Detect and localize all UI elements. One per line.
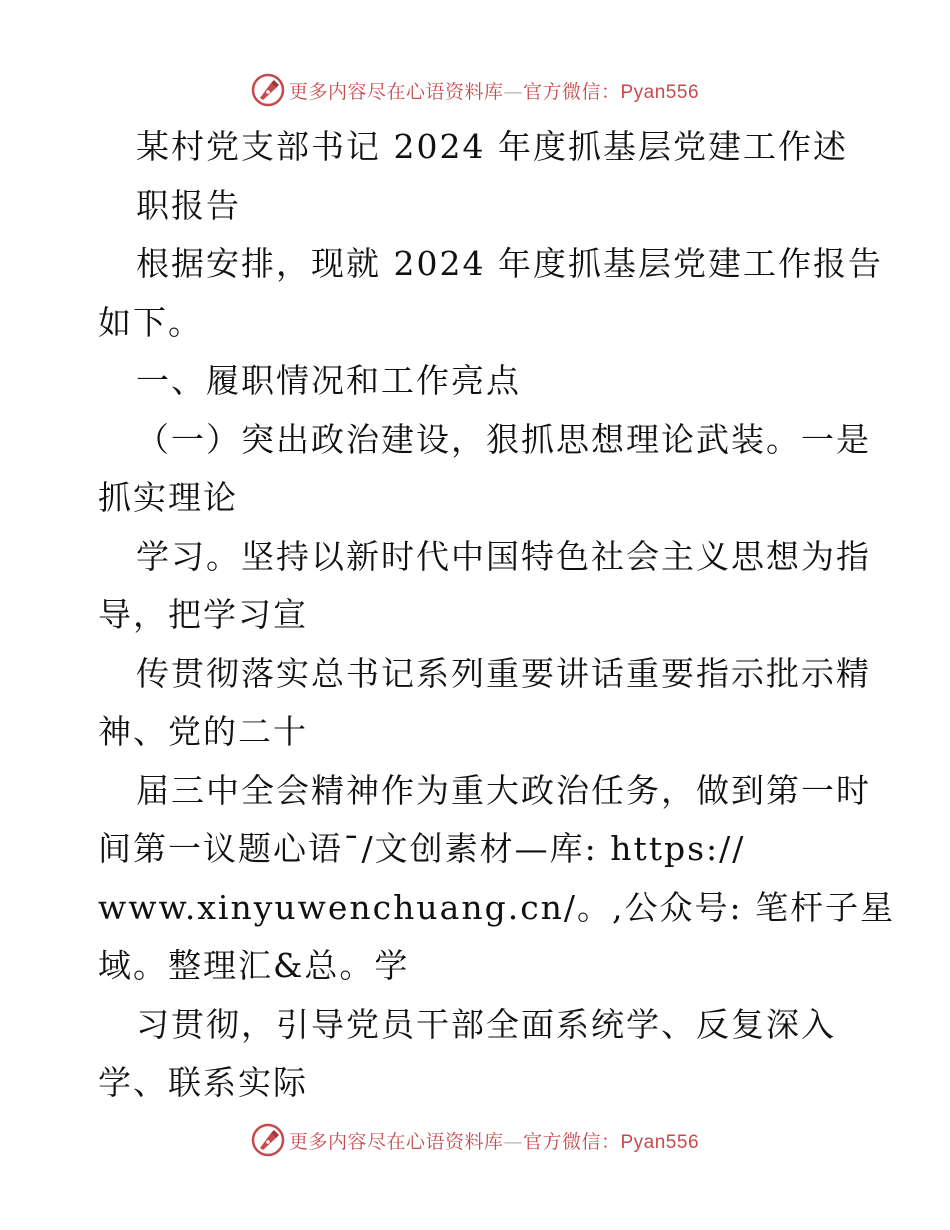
- pen-nib-logo-icon: [251, 73, 285, 107]
- paragraph-line: 习贯彻，引导党员干部全面系统学、反复深入: [136, 1004, 836, 1044]
- document-body: [98, 118, 896, 1113]
- pen-nib-logo-icon: [251, 1123, 285, 1157]
- paragraph-line: 域。整理汇&总。学: [98, 946, 410, 985]
- section-heading: 一、履职情况和工作亮点: [136, 361, 521, 400]
- watermark-text: 更多内容尽在心语资料库—官方微信：Pyan556: [288, 80, 700, 103]
- paragraph-line: www.xinyuwenchuang.cn/。,公众号: 笔杆子星: [98, 887, 896, 927]
- paragraph-line: 如下。: [98, 302, 203, 342]
- paragraph-line: 传贯彻落实总书记系列重要讲话重要指示批示精: [136, 653, 871, 693]
- subsection-heading: （一）突出政治建设，狠抓思想理论武装。一是: [136, 419, 871, 459]
- title-line-1: 某村党支部书记 2024 年度抓基层党建工作述: [136, 127, 848, 166]
- paragraph-line: 学、联系实际: [98, 1063, 308, 1102]
- header-watermark: [0, 70, 950, 110]
- paragraph-line: 抓实理论: [98, 478, 238, 517]
- watermark-text: 更多内容尽在心语资料库—官方微信：Pyan556: [288, 1130, 700, 1153]
- paragraph-line: 间第一议题心语¯/文创素材—库: https://: [98, 829, 746, 868]
- paragraph-line: 学习。坚持以新时代中国特色社会主义思想为指: [136, 536, 871, 576]
- title-line-2: 职报告: [136, 185, 241, 225]
- footer-watermark: [0, 1120, 950, 1160]
- paragraph-line: 神、党的二十: [98, 712, 308, 751]
- paragraph-line: 根据安排，现就 2024 年度抓基层党建工作报告: [136, 244, 883, 283]
- paragraph-line: 届三中全会精神作为重大政治任务，做到第一时: [136, 770, 871, 810]
- paragraph-line: 导，把学习宣: [98, 595, 308, 634]
